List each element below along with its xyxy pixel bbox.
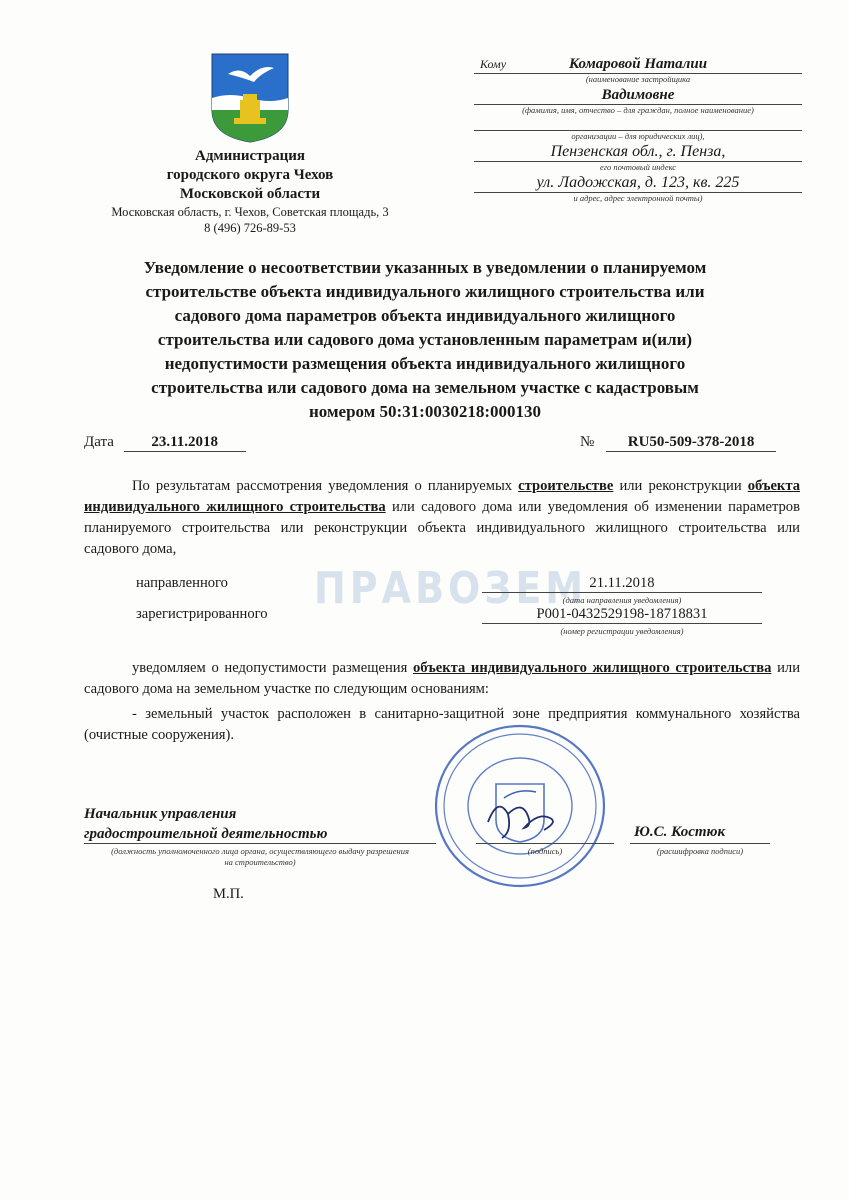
position-caption: (должность уполномоченного лица органа, осуществляющего выдачу разрешения на строительство) <box>111 846 409 867</box>
number-row <box>580 434 776 452</box>
signatory-name: Ю.С. Костюк <box>634 824 726 840</box>
document-title <box>100 256 750 424</box>
sent-date: 21.11.2018 <box>482 575 762 593</box>
registered-label: зарегистрированного <box>136 606 268 622</box>
registration-number: P001-0432529198-18718831 <box>482 606 762 624</box>
position-line-1: Начальник управления <box>84 806 237 822</box>
title-line-3: садового дома параметров объекта индивидуального жилищного <box>174 306 676 325</box>
sent-label: направленного <box>136 575 228 591</box>
seal-place-label: М.П. <box>213 886 244 902</box>
position-line-2: градостроительной деятельностью <box>84 826 328 842</box>
watermark: ПРАВОЗЕМ <box>314 562 588 614</box>
to-label: Кому <box>480 57 507 71</box>
title-line-4: строительства или садового дома установленным параметрам и(или) <box>157 330 693 349</box>
recipient-street: ул. Ладожская, д. 123, кв. 225 <box>536 174 740 191</box>
paragraph-notice <box>84 658 800 700</box>
title-line-2: строительстве объекта индивидуального жилищного строительства или <box>145 282 705 301</box>
recipient-blank-line <box>474 116 802 131</box>
recipient-caption-2: (фамилия, имя, отчество – для граждан, полное наименование) <box>522 105 754 115</box>
number-label: № <box>580 434 595 450</box>
issuer-line-3: Московской области <box>179 186 321 202</box>
recipient-caption-3: организации – для юридических лиц), <box>571 131 705 141</box>
document-number: RU50-509-378-2018 <box>606 434 776 452</box>
registration-number-caption: (номер регистрации уведомления) <box>560 626 684 636</box>
signatory-position <box>84 804 327 844</box>
recipient-caption-4: его почтовый индекс <box>599 162 677 172</box>
name-caption: (расшифровка подписи) <box>656 846 744 856</box>
paragraph-review <box>84 476 800 560</box>
issue-date: 23.11.2018 <box>124 434 246 452</box>
p2-text-a: уведомляем о недопустимости размещения <box>132 660 413 676</box>
sent-date-caption: (дата направления уведомления) <box>562 595 682 605</box>
recipient-name-line <box>474 54 802 74</box>
recipient-city: Пензенская обл., г. Пенза, <box>550 143 726 160</box>
p1-text-a: По результатам рассмотрения уведомления о планируемых <box>132 478 519 494</box>
recipient-name-2: Вадимовне <box>601 87 675 103</box>
p1-text-c: или реконструкции <box>613 478 748 494</box>
p2-object: объекта индивидуального жилищного строительства <box>412 660 772 676</box>
handwritten-signature <box>478 792 568 844</box>
grounds-text: - земельный участок расположен в санитарно-защитной зоне предприятия коммунального хозяйства (очистные сооружения). <box>84 706 800 743</box>
title-line-5: недопустимости размещения объекта индивидуального жилищного <box>164 354 686 373</box>
recipient-caption-1: (наименование застройщика <box>585 74 691 84</box>
recipient-name-1: Комаровой Наталии <box>568 56 708 72</box>
recipient-city-line <box>474 142 802 162</box>
issuer-phone: 8 (496) 726-89-53 <box>204 221 296 235</box>
signature-caption: (подпись) <box>527 846 563 856</box>
coat-of-arms-emblem <box>210 52 290 144</box>
date-row <box>84 434 246 452</box>
recipient-block <box>474 54 802 204</box>
title-line-6: строительства или садового дома на земельном участке с кадастровым <box>151 378 699 397</box>
p1-construction: строительстве <box>518 478 614 494</box>
recipient-name-line-2 <box>474 85 802 105</box>
title-line-7: номером 50:31:0030218:000130 <box>308 402 542 421</box>
issuer-address: Московская область, г. Чехов, Советская площадь, 3 <box>111 205 389 219</box>
position-underline <box>84 843 436 844</box>
p1-object: объекта индивидуального жилищного строительства <box>84 478 800 515</box>
recipient-caption-5: и адрес, адрес электронной почты) <box>573 193 703 203</box>
recipient-street-line <box>474 173 802 193</box>
p2-text-c: или садового дома на земельном участке по следующим основаниям: <box>84 660 801 697</box>
title-line-1: Уведомление о несоответствии указанных в уведомлении о планируемом <box>143 258 707 277</box>
issuer-line-1: Администрация <box>194 148 306 164</box>
date-label: Дата <box>84 434 114 450</box>
p1-text-e: или садового дома или уведомления об изменении параметров планируемого строительства или реконструкции объекта индивидуального жилищного строительства или садового дома, <box>84 499 800 557</box>
name-underline <box>630 843 770 844</box>
issuer-line-2: городского округа Чехов <box>166 167 334 183</box>
issuer-block <box>90 147 410 236</box>
